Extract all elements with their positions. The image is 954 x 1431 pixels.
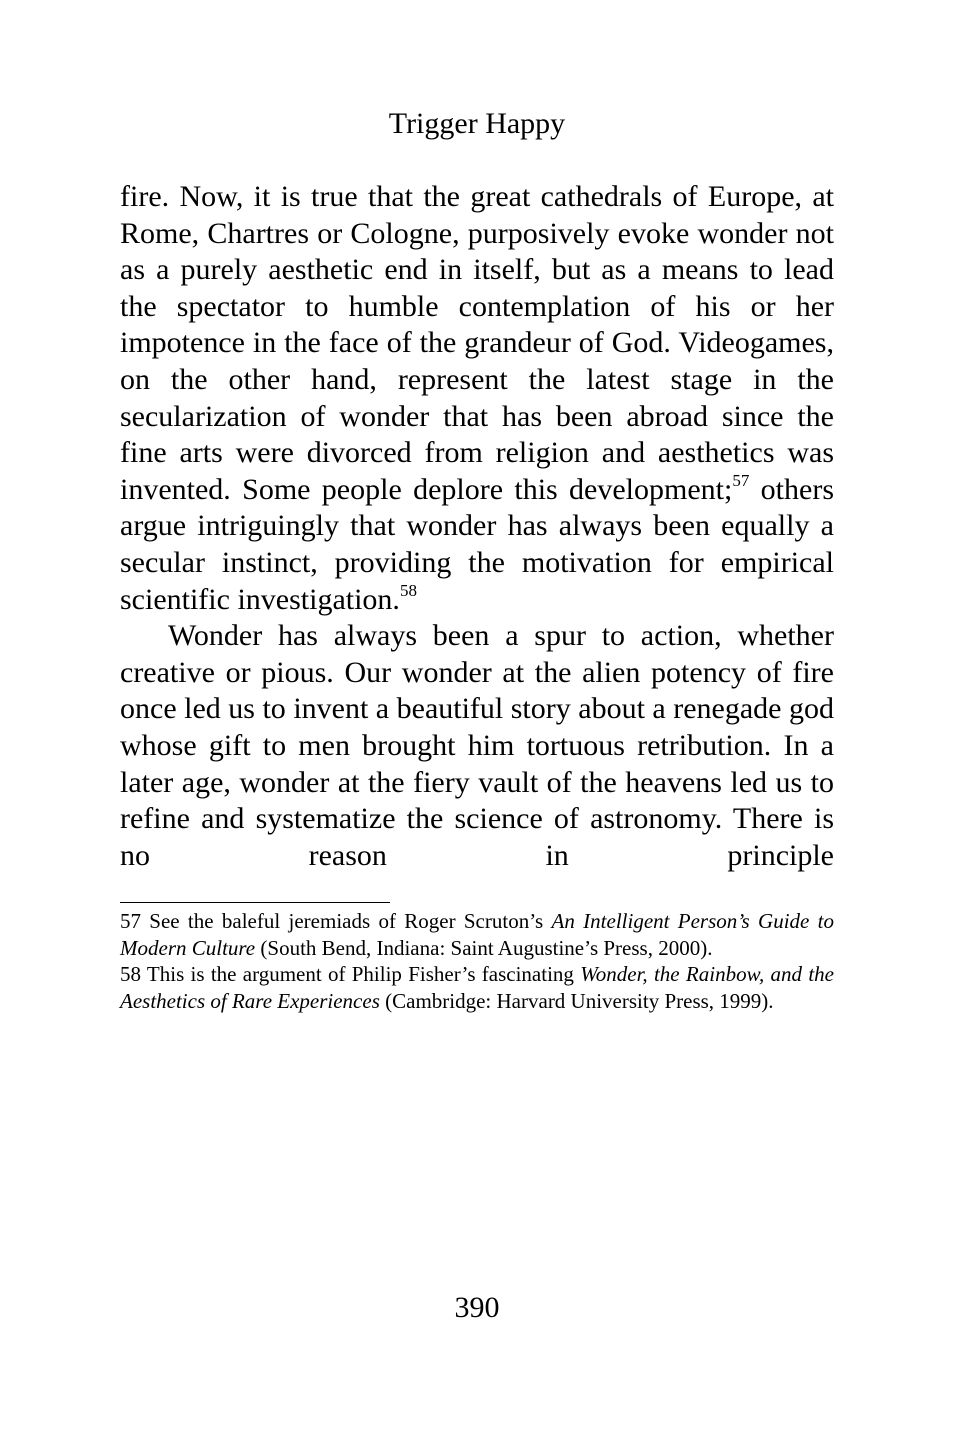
paragraph-1: [120, 179, 834, 618]
footnote-58-number: 58: [120, 962, 141, 986]
paragraph-1-text-cont: others argue intriguingly that wonder has always been equally a secular instinct, providing the motivation for empirical scientific investigation.: [120, 472, 834, 616]
footnote-57-post: (South Bend, Indiana: Saint Augustine’s Press, 2000).: [255, 935, 713, 960]
paragraph-2: Wonder has always been a spur to action, whether creative or pious. Our wonder at the alien potency of fire once led us to invent a beautiful story about a renegade god whose gift to men brought him tortuous retribution. In a later age, wonder at the fiery vault of the heavens led us to refine and systematize the science of astronomy. There is no reason in principle: [120, 619, 834, 872]
footnote-58: [120, 961, 834, 1014]
footnote-57: [120, 908, 834, 961]
footnote-58-pre: This is the argument of Philip Fisher’s fascinating: [141, 962, 581, 986]
footnote-57-number: 57: [120, 909, 141, 933]
footnote-separator: [120, 902, 390, 903]
paragraph-1-text: fire. Now, it is true that the great cathedrals of Europe, at Rome, Chartres or Cologne, purposively evoke wonder not as a purely aesthetic end in itself, but as a means to lead the spectator to humble contemplation of his or her impotence in the face of the grandeur of God. Videogames, on the other hand, represent the latest stage in the secularization of wonder that has been abroad since the fine arts were divorced from religion and aesthetics was invented. Some people deplore this development;: [120, 180, 834, 506]
footnote-58-post: (Cambridge: Harvard University Press, 1999).: [379, 988, 774, 1013]
main-text: [120, 179, 834, 874]
footnote-ref-58[interactable]: 58: [399, 580, 417, 600]
footnote-57-title: An Intelligent Person’s Guide to Modern Culture: [120, 909, 835, 960]
footnotes: [120, 908, 834, 1014]
running-header: Trigger Happy: [388, 107, 566, 140]
page-number: 390: [454, 1291, 500, 1324]
footnote-57-pre: See the baleful jeremiads of Roger Scruton’s: [141, 909, 552, 933]
footnote-58-title: Wonder, the Rainbow, and the Aesthetics of Rare Experiences: [120, 962, 834, 1013]
footnote-ref-57[interactable]: 57: [732, 470, 750, 490]
